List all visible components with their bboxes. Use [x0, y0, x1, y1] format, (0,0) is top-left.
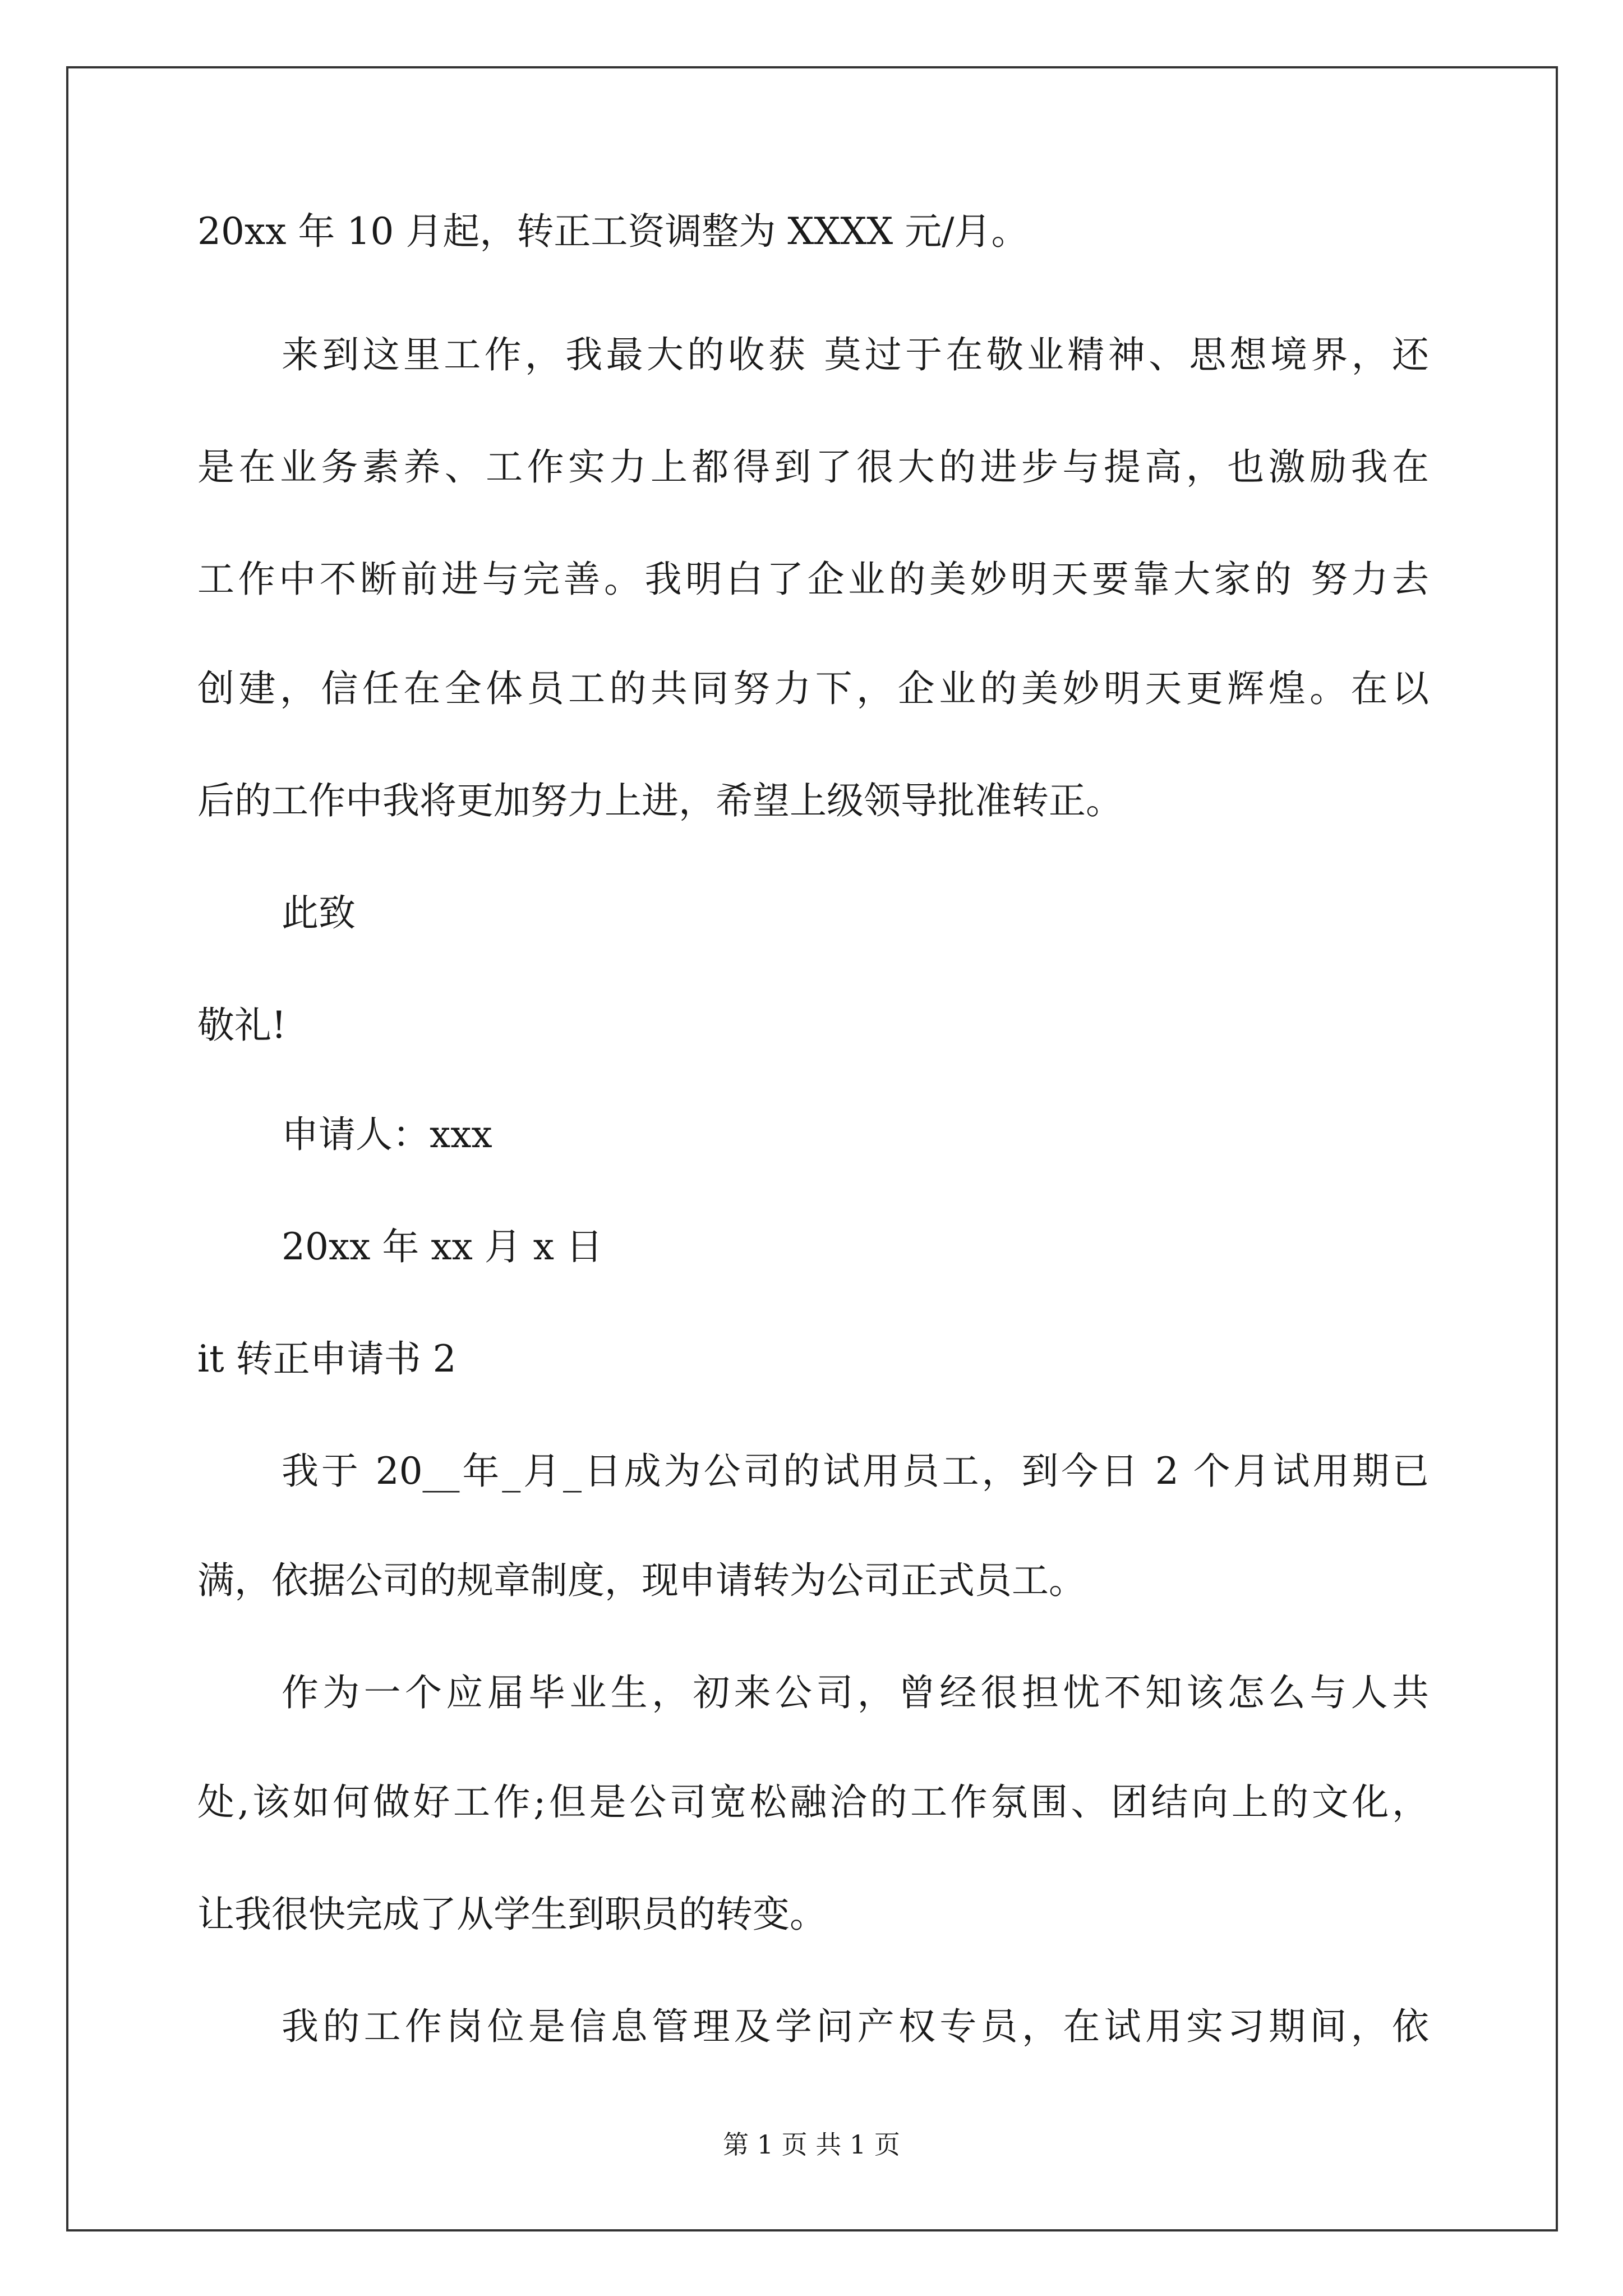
text-line: 我的工作岗位是信息管理及学问产权专员，在试用实习期间，依 — [282, 2005, 1429, 2048]
text-line: 让我很快完成了从学生到职员的转变。 — [197, 1893, 827, 1936]
text-line: 20xx 年 10 月起，转正工资调整为 XXXX 元/月。 — [197, 210, 1029, 253]
text-line: 我于 20__年_月_日成为公司的试用员工，到今日 2 个月试用期已 — [282, 1450, 1429, 1493]
text-line: 来到这里工作，我最大的收获 莫过于在敬业精神、思想境界，还 — [282, 333, 1429, 376]
text-line: 创建，信任在全体员工的共同努力下，企业的美妙明天更辉煌。在以 — [197, 667, 1429, 710]
text-line: 20xx 年 xx 月 x 日 — [282, 1225, 603, 1268]
text-line: 工作中不断前进与完善。我明白了企业的美妙明天要靠大家的 努力去 — [197, 558, 1429, 601]
text-line: 满，依据公司的规章制度，现申请转为公司正式员工。 — [197, 1559, 1086, 1602]
document-body — [197, 0, 1429, 2132]
page-footer: 第 1 页 共 1 页 — [723, 2129, 900, 2160]
text-line: 是在业务素养、工作实力上都得到了很大的进步与提高，也激励我在 — [197, 445, 1429, 489]
text-line: 敬礼! — [197, 1004, 287, 1047]
text-line: 此致 — [282, 891, 356, 935]
text-line: 处,该如何做好工作;但是公司宽松融洽的工作氛围、团结向上的文化， — [197, 1780, 1429, 1824]
section-heading: it 转正申请书 2 — [197, 1337, 457, 1381]
text-line: 后的工作中我将更加努力上进，希望上级领导批准转正。 — [197, 779, 1123, 822]
text-line: 作为一个应届毕业生，初来公司，曾经很担忧不知该怎么与人共 — [282, 1671, 1429, 1714]
text-line: 申请人：xxx — [282, 1113, 492, 1156]
